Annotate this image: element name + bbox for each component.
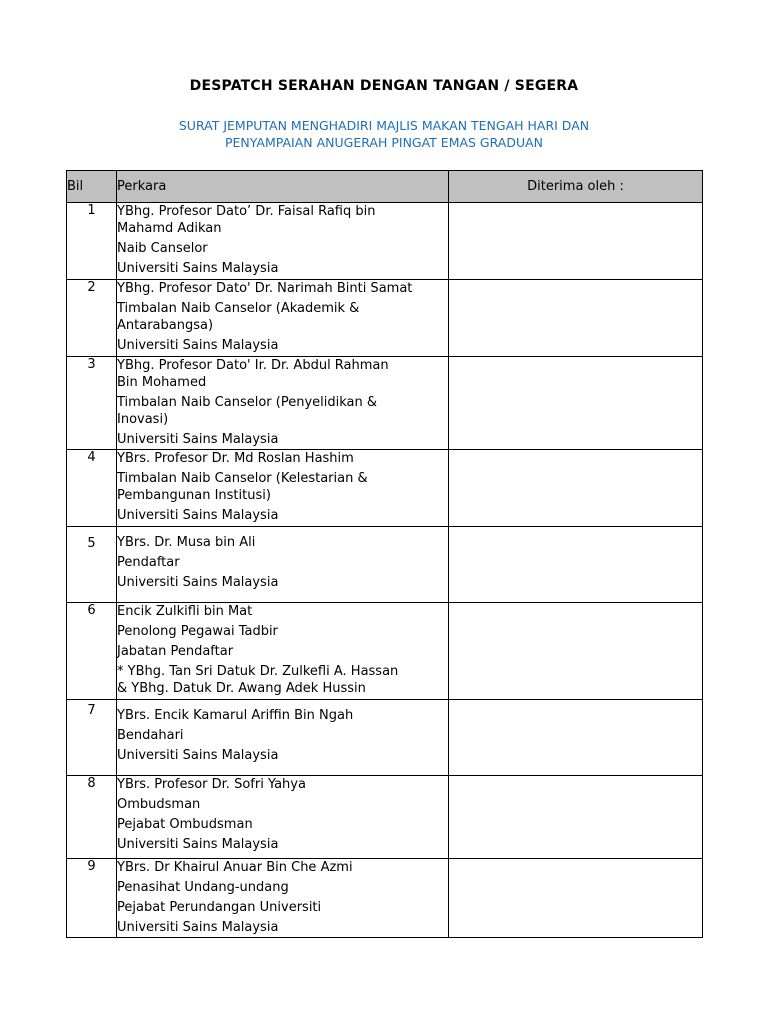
recipient-name: YBhg. Profesor Dato’ Dr. Faisal Rafiq bin <box>117 204 376 219</box>
signature-cell[interactable] <box>449 859 703 938</box>
signature-cell[interactable] <box>449 203 703 280</box>
recipient-name: Encik Zulkifli bin Mat <box>117 604 253 619</box>
signature-cell[interactable] <box>449 450 703 527</box>
recipient-organization: Universiti Sains Malaysia <box>117 748 279 763</box>
recipient-cell <box>117 700 449 776</box>
recipient-position: Penasihat Undang-undang <box>117 880 289 895</box>
recipient-name: YBhg. Profesor Dato' Dr. Narimah Binti Samat <box>117 281 413 296</box>
recipient-note: * YBhg. Tan Sri Datuk Dr. Zulkefli A. Hassan <box>117 664 399 679</box>
table-row <box>67 603 703 700</box>
table-row <box>67 450 703 527</box>
recipient-position-cont: Inovasi) <box>117 412 169 427</box>
recipient-organization: Universiti Sains Malaysia <box>117 261 279 276</box>
signature-cell[interactable] <box>449 357 703 450</box>
despatch-table <box>66 170 703 938</box>
recipient-office: Pejabat Perundangan Universiti <box>117 900 322 915</box>
subtitle-line-2: PENYAMPAIAN ANUGERAH PINGAT EMAS GRADUAN <box>224 135 544 150</box>
recipient-department: Jabatan Pendaftar <box>117 644 234 659</box>
signature-cell[interactable] <box>449 280 703 357</box>
recipient-position: Ombudsman <box>117 797 201 812</box>
recipient-name-cont: Bin Mohamed <box>117 375 207 390</box>
recipient-position: Timbalan Naib Canselor (Akademik & <box>117 301 360 316</box>
recipient-position: Naib Canselor <box>117 241 208 256</box>
recipient-position: Timbalan Naib Canselor (Kelestarian & <box>117 471 368 486</box>
header-bil: Bil <box>67 171 117 203</box>
table-row <box>67 859 703 938</box>
signature-cell[interactable] <box>449 700 703 776</box>
recipient-cell <box>117 859 449 938</box>
recipient-organization: Universiti Sains Malaysia <box>117 920 279 935</box>
table-header-row <box>67 171 703 203</box>
recipient-name-cont: Mahamd Adikan <box>117 221 222 236</box>
recipient-organization: Universiti Sains Malaysia <box>117 338 279 353</box>
table-row <box>67 700 703 776</box>
recipient-position-cont: Antarabangsa) <box>117 318 214 333</box>
signature-cell[interactable] <box>449 776 703 859</box>
table-row <box>67 776 703 859</box>
recipient-position: Bendahari <box>117 728 184 743</box>
recipient-position: Pendaftar <box>117 555 180 570</box>
recipient-organization: Universiti Sains Malaysia <box>117 508 279 523</box>
row-number: 9 <box>67 859 117 938</box>
recipient-cell <box>117 203 449 280</box>
recipient-position-cont: Pembangunan Institusi) <box>117 488 271 503</box>
recipient-cell <box>117 603 449 700</box>
recipient-organization: Universiti Sains Malaysia <box>117 575 279 590</box>
document-title: DESPATCH SERAHAN DENGAN TANGAN / SEGERA <box>189 78 579 94</box>
recipient-position: Timbalan Naib Canselor (Penyelidikan & <box>117 395 378 410</box>
table-row <box>67 527 703 603</box>
recipient-cell <box>117 527 449 603</box>
recipient-name: YBrs. Encik Kamarul Ariffin Bin Ngah <box>117 708 354 723</box>
recipient-name: YBrs. Dr. Musa bin Ali <box>117 535 256 550</box>
row-number: 6 <box>67 603 117 700</box>
recipient-cell <box>117 280 449 357</box>
row-number: 2 <box>67 280 117 357</box>
recipient-organization: Universiti Sains Malaysia <box>117 432 279 447</box>
row-number: 1 <box>67 203 117 280</box>
table-row <box>67 280 703 357</box>
recipient-cell <box>117 450 449 527</box>
header-diterima-oleh: Diterima oleh : <box>449 171 703 203</box>
row-number: 4 <box>67 450 117 527</box>
row-number: 7 <box>67 700 117 776</box>
recipient-organization: Universiti Sains Malaysia <box>117 837 279 852</box>
recipient-office: Pejabat Ombudsman <box>117 817 253 832</box>
recipient-name: YBrs. Profesor Dr. Md Roslan Hashim <box>117 451 354 466</box>
subtitle-line-1: SURAT JEMPUTAN MENGHADIRI MAJLIS MAKAN TENGAH HARI DAN <box>178 118 590 133</box>
header-perkara: Perkara <box>117 171 449 203</box>
signature-cell[interactable] <box>449 603 703 700</box>
recipient-name: YBhg. Profesor Dato' Ir. Dr. Abdul Rahman <box>117 358 389 373</box>
signature-cell[interactable] <box>449 527 703 603</box>
recipient-cell <box>117 357 449 450</box>
recipient-position: Penolong Pegawai Tadbir <box>117 624 278 639</box>
table-row <box>67 203 703 280</box>
recipient-name: YBrs. Dr Khairul Anuar Bin Che Azmi <box>117 860 353 875</box>
row-number: 5 <box>67 527 117 603</box>
row-number: 8 <box>67 776 117 859</box>
table-row <box>67 357 703 450</box>
recipient-cell <box>117 776 449 859</box>
recipient-name: YBrs. Profesor Dr. Sofri Yahya <box>117 777 306 792</box>
row-number: 3 <box>67 357 117 450</box>
recipient-note-cont: & YBhg. Datuk Dr. Awang Adek Hussin <box>117 681 366 696</box>
